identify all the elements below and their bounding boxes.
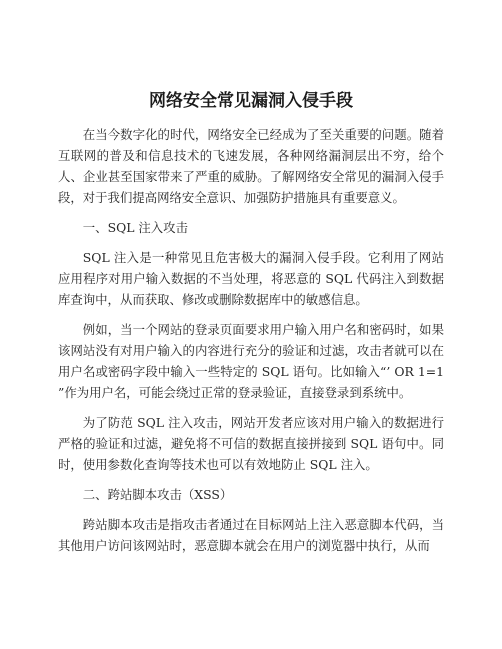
xss-paragraph-1: 跨站脚本攻击是指攻击者通过在目标网站上注入恶意脚本代码，当其他用户访问该网站时，恶意脚本就会在用户的浏览器中执行，从而: [58, 517, 444, 553]
document-title: 网络安全常见漏洞入侵手段: [149, 91, 353, 111]
intro-paragraph: 在当今数字化的时代，网络安全已经成为了至关重要的问题。随着互联网的普及和信息技术的飞速发展，各种网络漏洞层出不穷，给个人、企业甚至国家带来了严重的威胁。了解网络安全常见的漏洞入侵手段，对于我们提高网络安全意识、加强防护措施具有重要意义。: [58, 127, 444, 205]
sql-injection-paragraph-1: SQL 注入是一种常见且危害极大的漏洞入侵手段。它利用了网站应用程序对用户输入数据的不当处理，将恶意的 SQL 代码注入到数据库查询中，从而获取、修改或删除数据库中的敏感信息。: [58, 250, 444, 307]
section-heading-sql-injection: 一、SQL 注入攻击: [82, 220, 188, 235]
sql-injection-paragraph-3: 为了防范 SQL 注入攻击，网站开发者应该对用户输入的数据进行严格的验证和过滤，避免将不可信的数据直接拼接到 SQL 语句中。同时，使用参数化查询等技术也可以有效地防止 SQL 注入。: [58, 415, 444, 472]
sql-injection-paragraph-2: 例如，当一个网站的登录页面要求用户输入用户名和密码时，如果该网站没有对用户输入的内容进行充分的验证和过滤，攻击者就可以在用户名或密码字段中输入一些特定的 SQL 语句。比如输入“’ OR 1=1 ”作为用户名，可能会绕过正常的登录验证，直接登录到系统中。: [58, 322, 444, 400]
section-heading-xss: 二、跨站脚本攻击（XSS）: [82, 487, 233, 502]
